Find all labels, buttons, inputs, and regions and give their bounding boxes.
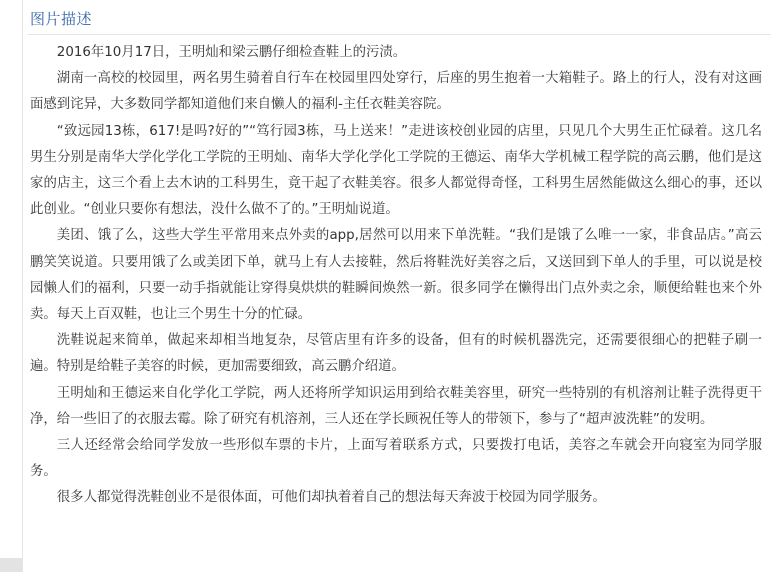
paragraph: 湖南一高校的校园里，两名男生骑着自行车在校园里四处穿行，后座的男生抱着一大箱鞋子。路上的行人，没有对这画面感到诧异，大多数同学都知道他们来自懒人的福利-主任衣鞋美容院。 (30, 71, 762, 113)
paragraph: 2016年10月17日，王明灿和梁云鹏仔细检查鞋上的污渍。 (56, 45, 407, 60)
section-title: 图片描述 (30, 10, 93, 28)
paragraph: 三人还经常会给同学发放一些形似车票的卡片，上面写着联系方式，只要拨打电话，美容之车就会开向寝室为同学服务。 (30, 438, 762, 480)
paragraph: 很多人都觉得洗鞋创业不是很体面，可他们却执着着自己的想法每天奔波于校园为同学服务。 (56, 490, 606, 506)
paragraph: 王明灿和王德运来自化学化工学院，两人还将所学知识运用到给衣鞋美容里，研究一些特别的有机溶剂让鞋子洗得更干净，给一些旧了的衣服去霉。除了研究有机溶剂，三人还在学长顾祝任等人的带领下，参与了“超声波洗鞋”的发明。 (30, 385, 762, 427)
paragraph: “致远园13栋，617!是吗?好的”“笃行园3栋，马上送来！”走进该校创业园的店里，只见几个大男生正忙碌着。这几名男生分别是南华大学化学化工学院的王明灿、南华大学化学化工学院的王德运、南华大学机械工程学院的高云鹏，他们是这家的店主，这三个看上去木讷的工科男生，竟干起了衣鞋美容。很多人都觉得奇怪，工科男生居然能做这么细心的事，还以此创业。“创业只要你有想法，没什么做不了的。”王明灿说道。 (30, 123, 762, 218)
scroll-nub[interactable] (0, 558, 22, 572)
paragraph: 洗鞋说起来简单，做起来却相当地复杂，尽管店里有许多的设备，但有的时候机器洗完，还需要很细心的把鞋子刷一遍。特别是给鞋子美容的时候，更加需要细致，高云鹏介绍道。 (30, 333, 762, 375)
paragraph: 美团、饿了么，这些大学生平常用来点外卖的app,居然可以用来下单洗鞋。“我们是饿了么唯一一家，非食品店。”高云鹏笑笑说道。只要用饿了么或美团下单，就马上有人去接鞋，然后将鞋洗好美容之后，又送回到下单人的手里，可以说是校园懒人们的福利，只要一动手指就能让穿得臭烘烘的鞋瞬间焕然一新。很多同学在懒得出门点外卖之余，顺便给鞋也来个外卖。每天上百双鞋，也让三个男生十分的忙碌。 (30, 228, 762, 323)
left-rail (0, 0, 23, 572)
article-body (30, 40, 762, 512)
title-divider (28, 34, 771, 35)
